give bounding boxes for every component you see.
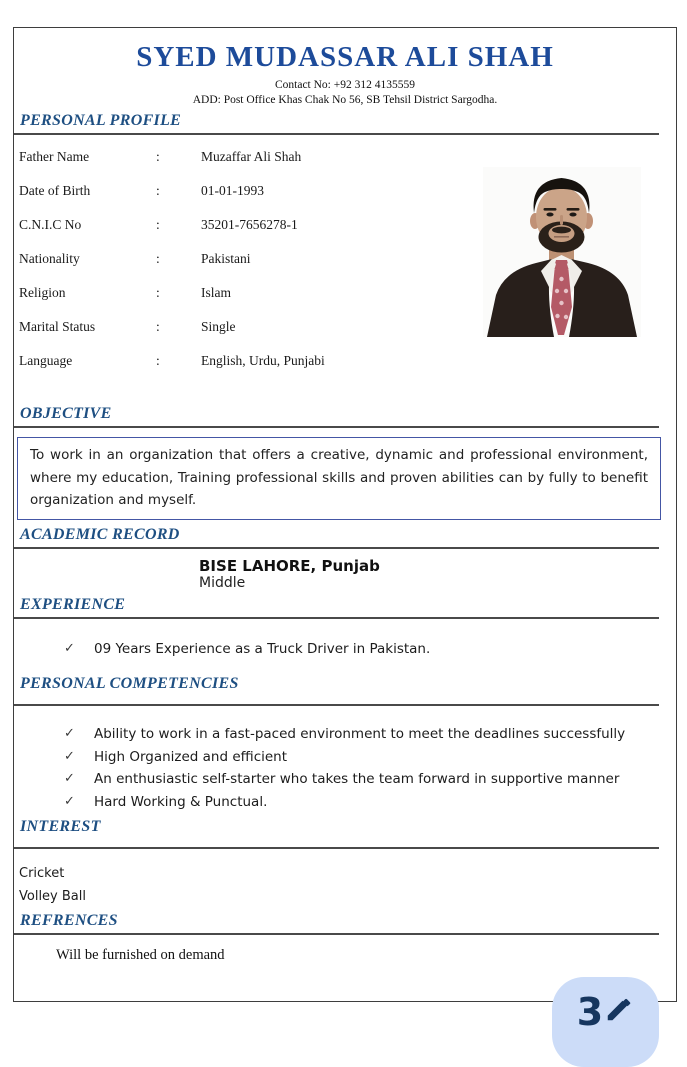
section-title: EXPERIENCE xyxy=(20,595,126,613)
competency-item xyxy=(14,794,676,811)
objective-text-box: To work in an organization that offers a creative, dynamic and professional environment, where my education, Training professional skills and proven abilities can by fully to benefit organization and myself. xyxy=(17,437,661,520)
field-separator: : xyxy=(156,149,160,164)
competencies-list xyxy=(14,726,676,810)
resume-page xyxy=(13,27,677,1002)
academic-record-entry xyxy=(199,557,676,592)
fab-count: 3 xyxy=(576,990,604,1034)
experience-item xyxy=(14,641,676,658)
check-icon: ✓ xyxy=(64,748,75,764)
section-title: PERSONAL PROFILE xyxy=(20,112,182,129)
section-title: REFRENCES xyxy=(20,912,118,929)
section-title: INTEREST xyxy=(20,818,101,835)
section-heading-personal-competencies xyxy=(14,675,659,706)
field-separator: : xyxy=(156,319,160,334)
section-heading-experience xyxy=(14,596,659,619)
check-icon: ✓ xyxy=(64,726,75,741)
field-label: Language xyxy=(19,353,73,368)
interest-item: Cricket xyxy=(19,866,65,881)
address-line: ADD: Post Office Khas Chak No 56, SB Tehsil District Sargodha. xyxy=(192,94,498,106)
competency-item-text: Hard Working & Punctual. xyxy=(94,793,268,810)
field-separator: : xyxy=(156,353,160,368)
experience-item-text: 09 Years Experience as a Truck Driver in Pakistan. xyxy=(94,640,431,657)
competency-item xyxy=(14,749,676,766)
page-title: SYED MUDASSAR ALI SHAH xyxy=(136,41,554,73)
competency-item xyxy=(14,726,676,743)
interest-item: Volley Ball xyxy=(19,889,86,904)
check-icon: ✓ xyxy=(64,793,75,809)
field-label: Date of Birth xyxy=(19,183,91,198)
academic-institution: BISE LAHORE, Punjab xyxy=(199,556,380,575)
profile-photo xyxy=(483,167,641,337)
contact-line: Contact No: +92 312 4135559 xyxy=(274,79,415,91)
resume-header xyxy=(14,41,676,108)
field-value: Muzaffar Ali Shah xyxy=(201,149,302,164)
field-label: C.N.I.C No xyxy=(19,217,82,232)
experience-list xyxy=(14,641,676,658)
section-title: OBJECTIVE xyxy=(20,405,112,422)
section-heading-academic-record xyxy=(14,526,659,549)
references-text: Will be furnished on demand xyxy=(56,947,225,963)
field-value: 35201-7656278-1 xyxy=(201,217,298,232)
section-title: ACADEMIC RECORD xyxy=(20,525,180,543)
section-heading-interest xyxy=(14,818,659,849)
field-label: Nationality xyxy=(19,251,80,266)
field-separator: : xyxy=(156,285,160,300)
check-icon: ✓ xyxy=(64,640,75,656)
field-separator: : xyxy=(156,217,160,232)
interest-list xyxy=(14,866,676,905)
field-label: Marital Status xyxy=(19,319,96,334)
field-separator: : xyxy=(156,183,160,198)
competency-item-text: An enthusiastic self-starter who takes the team forward in supportive manner xyxy=(94,771,620,787)
field-value: English, Urdu, Punjabi xyxy=(201,353,325,368)
competency-item xyxy=(14,771,676,788)
section-heading-objective xyxy=(14,405,659,428)
section-title: PERSONAL COMPETENCIES xyxy=(20,675,239,692)
section-heading-personal-profile xyxy=(14,112,659,135)
profile-field-row xyxy=(14,353,676,387)
field-value: 01-01-1993 xyxy=(201,183,264,198)
field-value: Pakistani xyxy=(201,251,251,266)
field-separator: : xyxy=(156,251,160,266)
field-value: Islam xyxy=(201,285,231,300)
academic-level: Middle xyxy=(199,574,246,591)
edit-fab-button[interactable] xyxy=(552,977,659,1067)
check-icon: ✓ xyxy=(64,771,75,786)
section-heading-references xyxy=(14,912,659,935)
competency-item-text: High Organized and efficient xyxy=(94,748,288,765)
field-label: Father Name xyxy=(19,149,90,164)
field-label: Religion xyxy=(19,285,66,300)
competency-item-text: Ability to work in a fast-paced environment to meet the deadlines successfully xyxy=(94,726,626,742)
field-value: Single xyxy=(201,319,236,334)
